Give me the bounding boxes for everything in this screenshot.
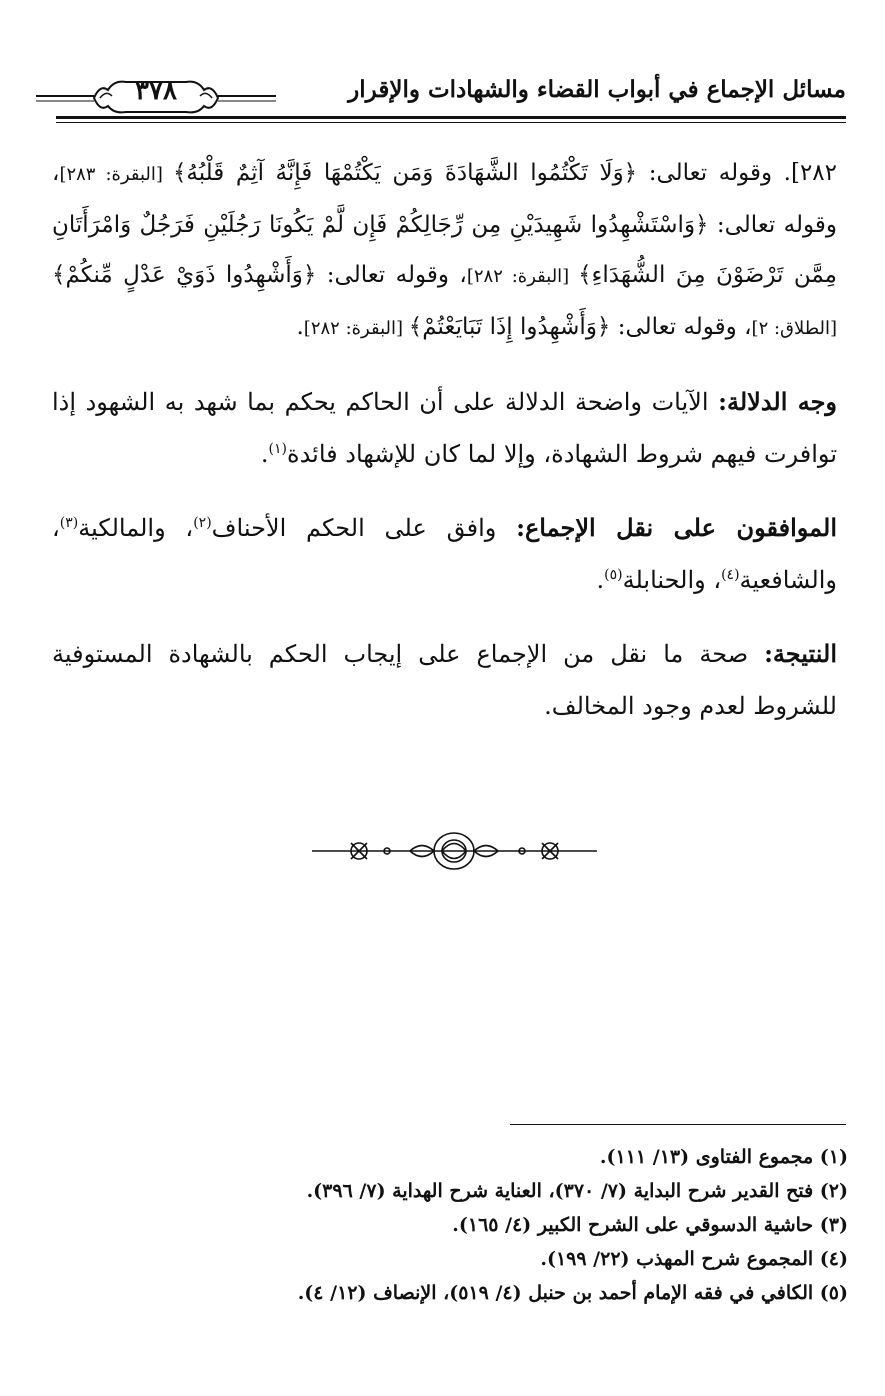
page-header — [36, 70, 846, 130]
text-segment: . — [296, 314, 304, 340]
section-label: الموافقون على نقل الإجماع: — [516, 513, 838, 542]
paragraph-result — [52, 628, 837, 732]
text-segment: ، والشافعية — [52, 514, 837, 594]
footnote-marker[interactable]: (٢) — [193, 515, 212, 531]
verse-reference: [البقرة: ٢٨٣] — [59, 164, 173, 185]
footnotes — [40, 1140, 848, 1310]
footnote-item: (٣) حاشية الدسوقي على الشرح الكبير (٤/ ١٦٥). — [452, 1214, 848, 1236]
section-divider-ornament-icon — [312, 828, 597, 874]
footnote-marker[interactable]: (١) — [268, 441, 287, 457]
text-segment: ، والمالكية — [78, 514, 194, 542]
quran-verse: ﴿وَلَا تَكْتُمُوا الشَّهَادَةَ وَمَن يَكْتُمْهَا فَإِنَّهُ آثِمٌ قَلْبُهُ﴾ — [172, 160, 638, 186]
footnote-marker[interactable]: (٤) — [721, 567, 740, 583]
text-segment: ٢٨٢]. وقوله تعالى: — [637, 160, 837, 186]
footnote-marker[interactable]: (٣) — [59, 515, 79, 531]
paragraph-evidence — [52, 376, 837, 480]
verse-reference: [الطلاق: ٢] — [751, 318, 837, 339]
footnote-separator — [510, 1124, 846, 1125]
footnote-item: (١) مجموع الفتاوى (١٣/ ١١١). — [599, 1146, 848, 1168]
verse-reference: [البقرة: ٢٨٢] — [466, 266, 579, 287]
quran-verse: ﴿وَأَشْهِدُوا إِذَا تَبَايَعْتُمْ﴾ — [408, 314, 611, 340]
text-segment: ، والحنابلة — [622, 566, 722, 594]
footnote-marker[interactable]: (٥) — [604, 567, 623, 583]
text-segment: وافق على الحكم الأحناف — [211, 514, 517, 542]
text-segment: . — [596, 566, 605, 594]
footnote-item: (٤) المجموع شرح المهذب (٢٢/ ١٩٩). — [540, 1248, 848, 1270]
text-segment: ، وقوله تعالى: — [316, 262, 467, 288]
quran-verse: ﴿وَأَشْهِدُوا ذَوَيْ عَدْلٍ مِّنكُمْ﴾ — [52, 262, 317, 288]
running-title: مسائل الإجماع في أبواب القضاء والشهادات والإقرار — [348, 76, 846, 103]
footnote-item: (٥) الكافي في فقه الإمام أحمد بن حنبل (٤/ ٥١٩)، الإنصاف (١٢/ ٤). — [297, 1282, 848, 1304]
verse-reference: [البقرة: ٢٨٢] — [303, 318, 409, 339]
main-text — [52, 148, 837, 754]
quran-verse: ﴿وَاسْتَشْهِدُوا شَهِيدَيْنِ مِن رِّجَالِكُمْ فَإِن لَّمْ يَكُونَا رَجُلَيْنِ فَرَجُلٌ وَامْرَأَتَانِ مِمَّن تَرْضَوْنَ مِنَ الشُّهَدَاءِ﴾ — [52, 212, 837, 288]
text-segment: . — [260, 440, 269, 468]
header-rule — [56, 116, 846, 126]
footnote-item: (٢) فتح القدير شرح البداية (٧/ ٣٧٠)، العناية شرح الهداية (٧/ ٣٩٦). — [306, 1180, 848, 1202]
text-segment: ، وقوله تعالى: — [610, 314, 752, 340]
section-label: النتيجة: — [764, 639, 837, 668]
paragraph-verses — [52, 148, 837, 354]
text-segment: صحة ما نقل من الإجماع على إيجاب الحكم بالشهادة المستوفية للشروط لعدم وجود المخالف. — [52, 640, 837, 720]
text-segment: ، وقوله تعالى: — [52, 160, 837, 238]
paragraph-agreement — [52, 502, 837, 606]
page-number: ٣٧٨ — [135, 76, 177, 106]
section-label: وجه الدلالة: — [718, 387, 838, 416]
text-segment: الآيات واضحة الدلالة على أن الحاكم يحكم بما شهد به الشهود إذا توافرت فيهم شروط الشهادة، وإلا لما كان للإشهاد فائدة — [52, 388, 837, 468]
